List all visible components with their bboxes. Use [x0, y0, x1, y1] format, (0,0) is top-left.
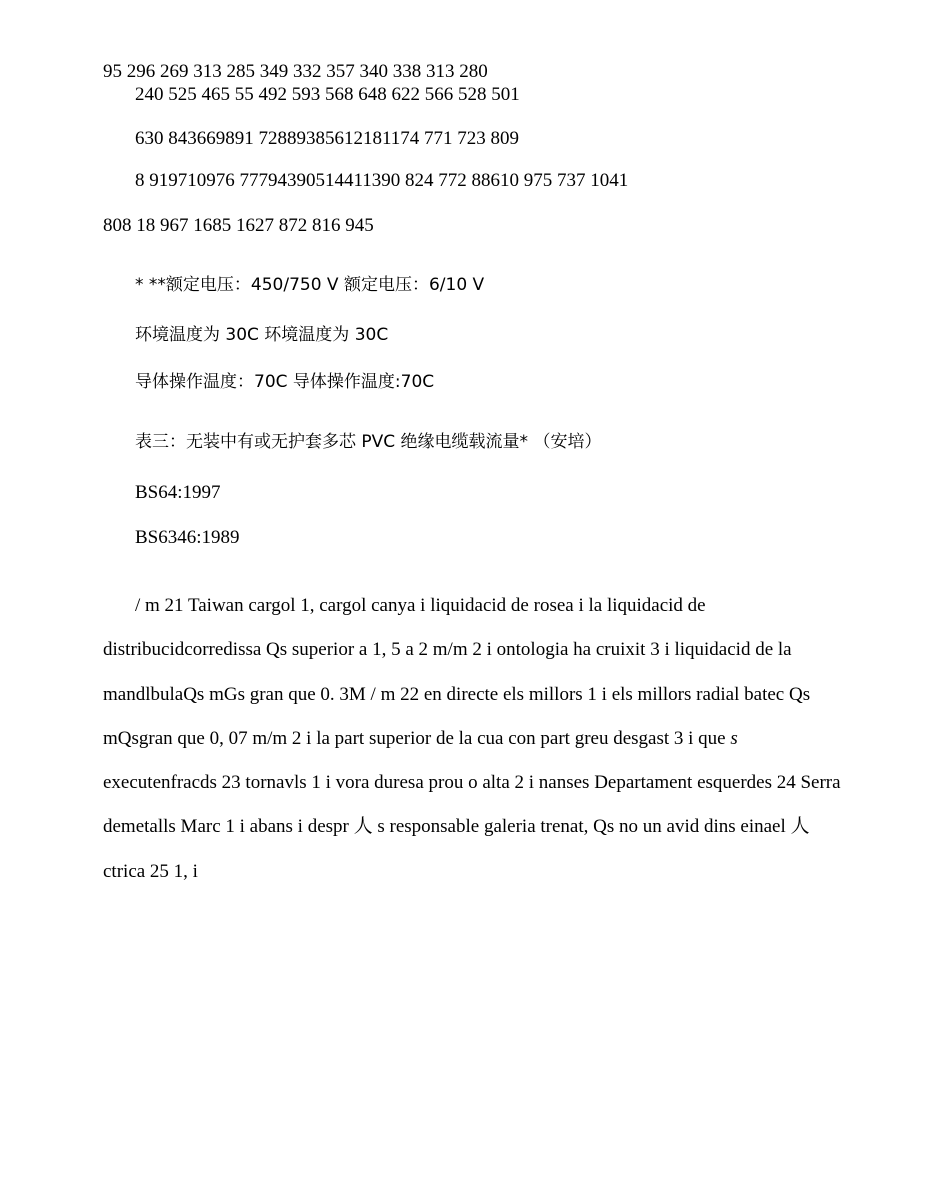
numbers-line-4: 8 919710976 77794390514411390 824 772 88610 975 737 1041 [135, 170, 629, 191]
paragraph-text-part-2: executenfracds 23 tornavls 1 i vora duresa prou o alta 2 i nanses Departament esquerdes 24 Serra demetalls Marc 1 i abans i despr 人 s responsable galeria trenat, Qs no un avid dins einael 人 ctrica 25 1, i [103, 772, 841, 882]
paragraph-text-part-1: / m 21 Taiwan cargol 1, cargol canya i liquidacid de rosea i la liquidacid de distribucidcorredissa Qs superior a 1, 5 a 2 m/m 2 i ontologia ha cruixit 3 i liquidacid de la mandlbulaQs mGs gran que 0. 3M / m 22 en directe els millors 1 i els millors radial batec Qs mQsgran que 0, 07 m/m 2 i la part superior de la cua con part greu desgast 3 i que [103, 595, 811, 749]
body-paragraph [103, 584, 843, 894]
numbers-line-3: 630 843669891 72889385612181174 771 723 809 [135, 128, 520, 149]
paragraph-italic-s: s [730, 727, 738, 749]
numbers-line-5: 808 18 967 1685 1627 872 816 945 [103, 215, 374, 236]
numbers-line-2: 240 525 465 55 492 593 568 648 622 566 528 501 [135, 84, 520, 105]
ambient-temperature-line: 环境温度为 30C 环境温度为 30C [135, 325, 389, 345]
standard-bs64: BS64:1997 [135, 482, 221, 503]
standard-bs6346: BS6346:1989 [135, 527, 240, 548]
table-title: 表三：无装中有或无护套多芯 PVC 绝缘电缆载流量* （安培） [135, 432, 602, 452]
numbers-line-1: 95 296 269 313 285 349 332 357 340 338 313 280 [103, 61, 488, 82]
conductor-temperature-line: 导体操作温度：70C 导体操作温度:70C [135, 372, 435, 392]
rated-voltage-line: * **额定电压：450/750 V 额定电压：6/10 V [135, 275, 485, 295]
